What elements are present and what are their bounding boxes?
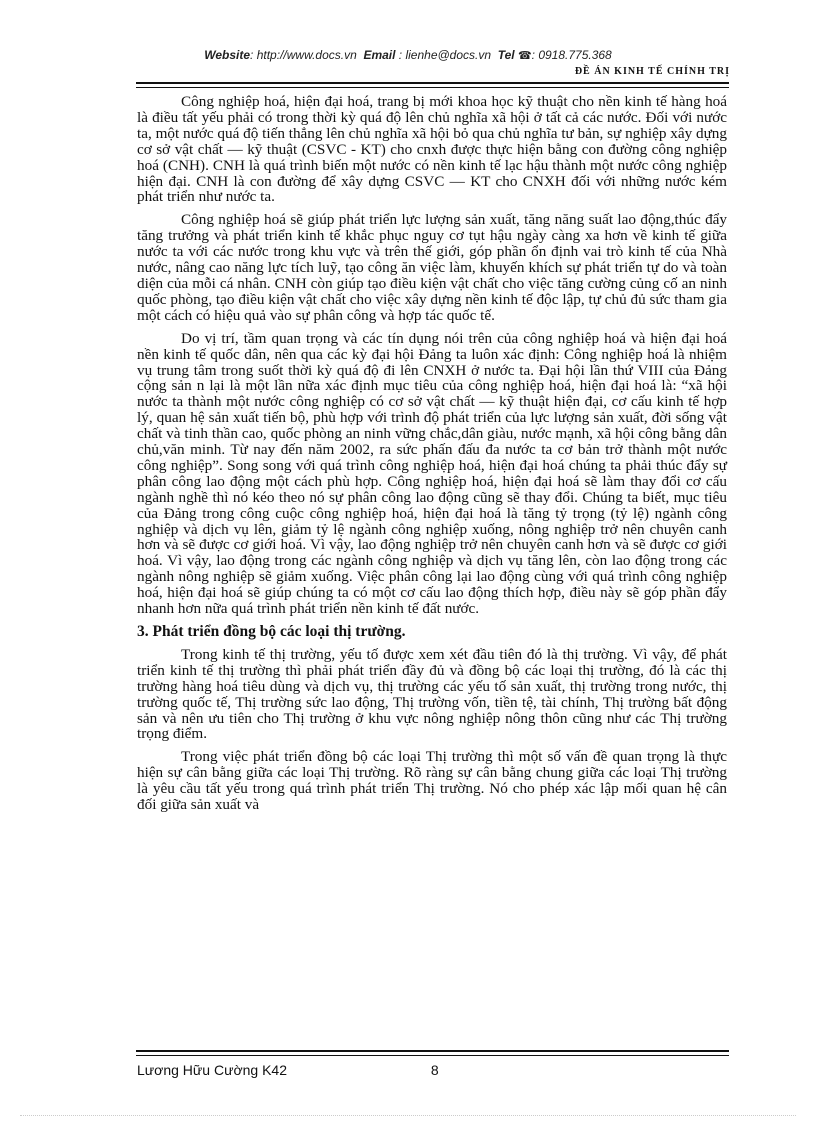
email-address[interactable]: : lienhe@docs.vn <box>398 48 492 62</box>
page-number: 8 <box>430 1062 439 1078</box>
page-footer <box>137 1062 537 1078</box>
section-heading: 3. Phát triển đồng bộ các loại thị trường. <box>137 623 406 640</box>
phone-icon: ☎ <box>517 50 532 62</box>
paragraph: Trong việc phát triển đồng bộ các loại Thị trường thì một số vấn đề quan trọng là thực hiện sự cân bằng giữa các loại Thị trường. Rõ ràng sự cân bằng chung giữa các loại Thị trường là yêu cầu tất yếu trong quá trình phát triển Thị trường. Nó cho phép xác lập mối quan hệ cân đối giữa sản xuất và <box>137 748 727 814</box>
tel-label: Tel <box>497 48 515 62</box>
paragraph: Trong kinh tế thị trường, yếu tố được xem xét đầu tiên đó là thị trường. Vì vậy, để phát triển kinh tế thị trường thì phải phát triển đầy đủ và đồng bộ các loại thị trường, đó là các thị trường hàng hoá tiêu dùng và dịch vụ, thị trường các yếu tố sản xuất, thị trường trong nước, thị trường quốc tế, Thị trường sức lao động, Thị trường vốn, tiền tệ, tài chính, Thị trường bất động sản và nên ưu tiên cho Thị trường ở khu vực nông nghiệp nông thôn cũng như các Thị trường trọng điểm. <box>137 645 727 743</box>
tel-number: : 0918.775.368 <box>531 48 612 62</box>
page-edge-divider <box>20 1115 796 1116</box>
main-text <box>137 94 727 820</box>
footer-divider <box>136 1050 729 1056</box>
running-title: ĐỀ ÁN KINH TẾ CHÍNH TRỊ <box>574 66 730 77</box>
website-label: Website <box>204 48 251 62</box>
paragraph: Công nghiệp hoá sẽ giúp phát triển lực lượng sản xuất, tăng năng suất lao động,thúc đẩy tăng trưởng và phát triển kinh tế khắc phục nguy cơ tụt hậu ngày càng xa hơn về kinh tế giữa nước ta với các nước trong khu vực và trên thế giới, góp phần ổn định vai trò kinh tế của Nhà nước, nâng cao năng lực tích luỹ, tạo công ăn việc làm, khuyến khích sự phát triển tự do và toàn diện của mỗi cá nhân. CNH còn giúp tạo điều kiện vật chất cho việc tăng cường củng cố an ninh quốc phòng, tạo điều kiện vật chất cho việc xây dựng nền kinh tế độc lập, tự chủ đủ sức tham gia một cách có hiệu quả vào sự phân công và hợp tác quốc tế. <box>137 211 727 324</box>
paragraph: Do vị trí, tầm quan trọng và các tín dụng nói trên của công nghiệp hoá và hiện đại hoá nền kinh tế quốc dân, nên qua các kỳ đại hội Đảng ta luôn xác định: Công nghiệp hoá là nhiệm vụ trung tâm trong suốt thời kỳ quá độ đi lên CNXH ở nước ta. Đại hội lần thứ VIII của Đảng cộng sản n lại là một lần nữa xác định mục tiêu của công nghiệp hoá, hiện đại hoá là: “xã hội nước ta thành một nước công nghiệp có cơ sở vật chất — kỹ thuật hiện đại, cơ cấu kinh tế hợp lý, quan hệ sản xuất tiến bộ, phù hợp với trình độ phát triển của lực lượng sản xuất, đời sống vật chất và tinh thần cao, quốc phòng an ninh vững chắc,dân giàu, nước mạnh, xã hội công bằng dân chủ,văn minh. Từ nay đến năm 2002, ra sức phấn đấu đa nước ta cơ bản trở thành một nước công nghiệp”. Song song với quá trình công nghiệp hoá, hiện đại hoá chúng ta phải thúc đẩy sự phân công lao động một cách phù hợp. Công nghiệp hoá, hiện đại hoá sẽ làm thay đổi cơ cấu ngành nghề thì nó kéo theo nó sự phân công lao động cũng sẽ thay đổi. Chúng ta biết, mục tiêu của Đảng trong công cuộc công nghiệp hoá, hiện đại hoá là tăng tỷ trọng (tỷ lệ) ngành công nghiệp và dịch vụ lên, giảm tỷ lệ ngành công nghiệp xuống, nông nghiệp trở nên chuyên canh hơn và sẽ được cơ giới hoá. Vì vậy, lao động nghiệp trở nên chuyên canh hơn và sẽ được cơ giới hoá. Vì vậy, lao động trong các ngành công nghiệp và dịch vụ tăng lên, còn lao động trong các ngành nông nghiệp sẽ giảm xuống. Việc phân công lại lao động cùng với quá trình công nghiệp hoá, hiện đại hoá sẽ giúp chúng ta có một cơ cấu lao động thích hợp, điều này sẽ góp phần đẩy nhanh hơn nữa quá trình phát triển nền kinh tế đất nước. <box>137 329 727 618</box>
website-url[interactable]: : http://www.docs.vn <box>250 48 357 62</box>
header-divider <box>136 82 729 88</box>
site-header <box>0 48 816 62</box>
paragraph: Công nghiệp hoá, hiện đại hoá, trang bị mới khoa học kỹ thuật cho nền kinh tế hàng hoá là điều tất yếu phải có trong thời kỳ quá độ lên chủ nghĩa xã hội ở tất cả các nước. Đối với nước ta, một nước quá độ tiến thẳng lên chủ nghĩa xã hội bỏ qua chủ nghĩa tư bản, sự nghiệp xây dựng cơ sở vật chất — kỹ thuật (CSVC - KT) cho cnxh được thực hiện bằng con đường công nghiệp hoá (CNH). CNH là quá trình biến một nước có nền kinh tế lạc hậu thành một nước công nghiệp hiện đại. CNH là con đường để xây dựng CSVC — KT cho CNXH đối với những nước kém phát triển như nước ta. <box>137 93 727 206</box>
footer-author: Lương Hữu Cường K42 <box>137 1062 287 1078</box>
email-label: Email <box>363 48 396 62</box>
